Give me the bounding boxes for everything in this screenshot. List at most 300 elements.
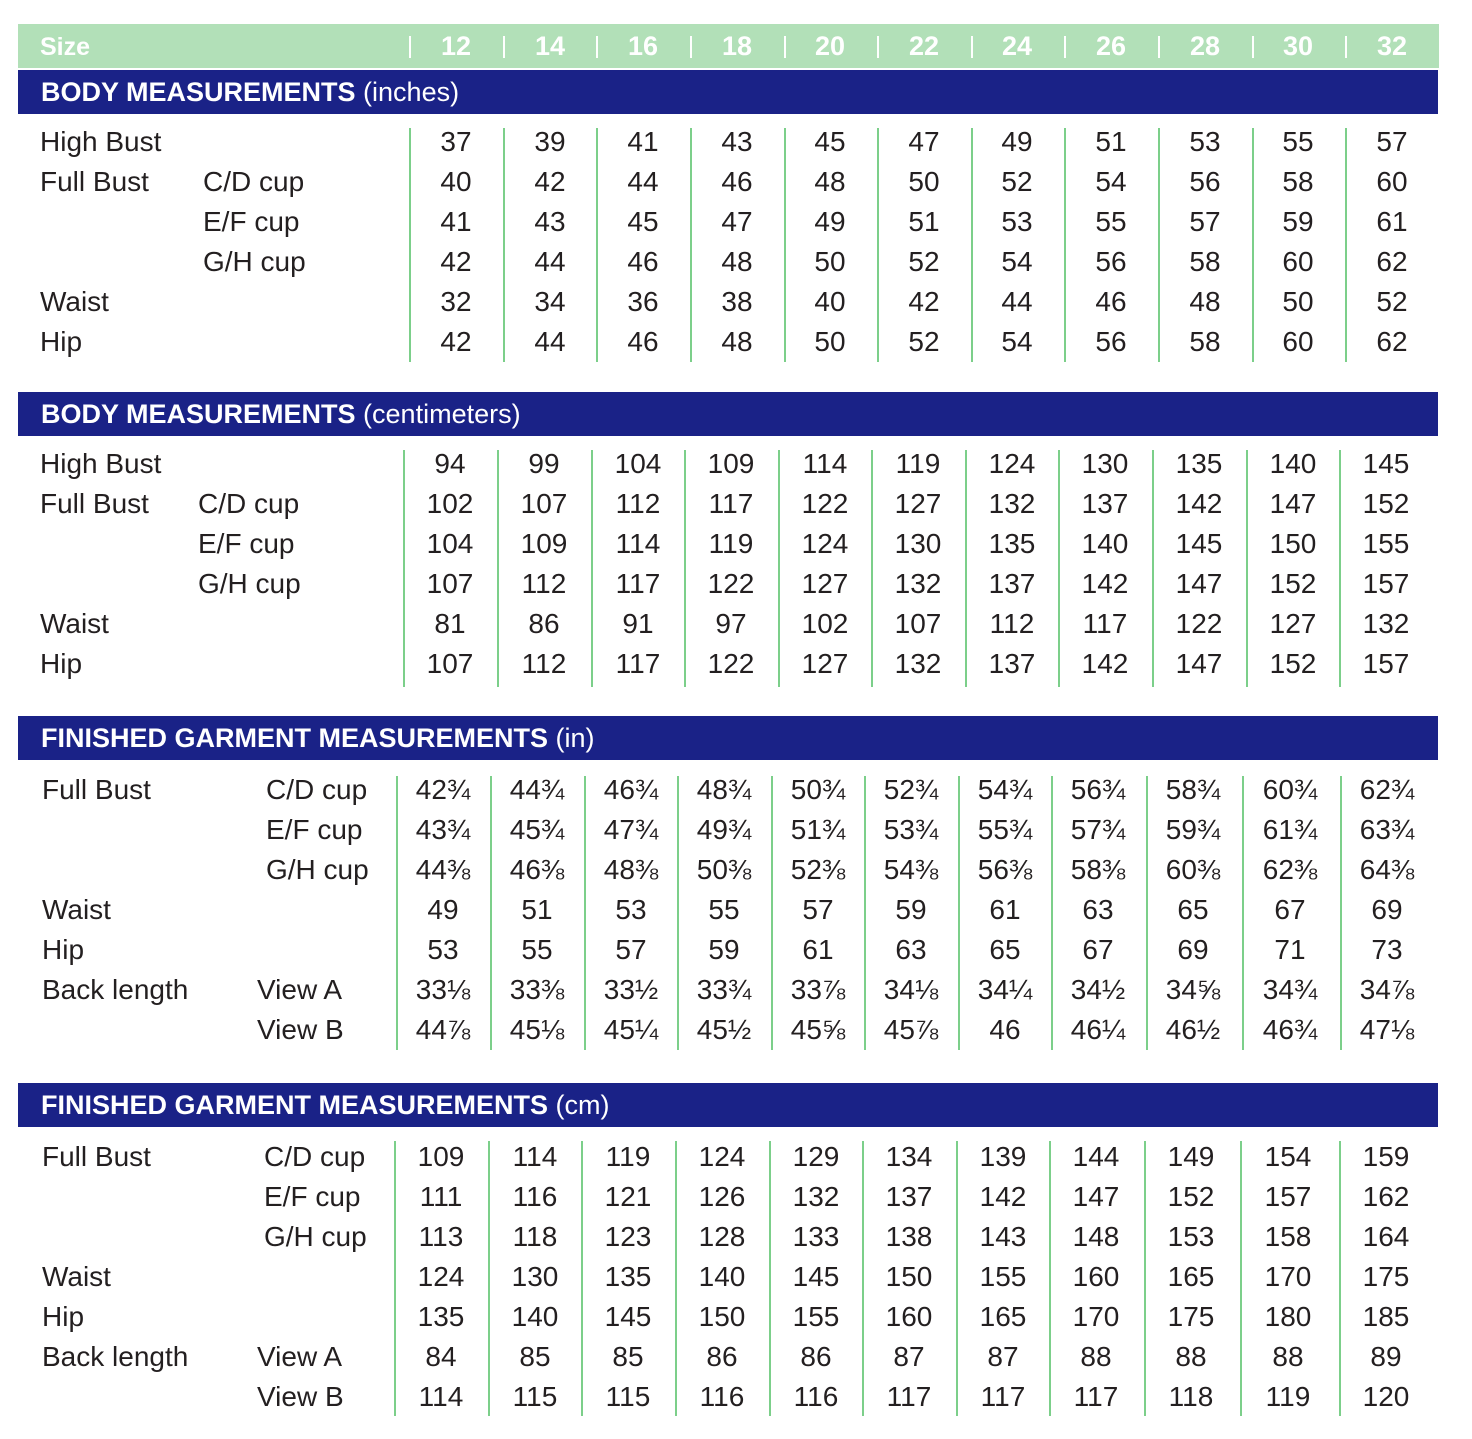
table-cell: 52 xyxy=(908,246,940,277)
table-cell: 158 xyxy=(1264,1221,1312,1252)
table-cell: 109 xyxy=(520,528,568,559)
table-cell: 117 xyxy=(886,1381,932,1412)
row-sublabel: E/F cup xyxy=(264,1181,361,1212)
table-cell: 44 xyxy=(534,326,566,357)
table-cell: 58 xyxy=(1189,326,1221,357)
row-label: Hip xyxy=(42,934,85,965)
size-separator xyxy=(784,36,786,58)
table-cell: 62⅜ xyxy=(1262,854,1318,885)
table-cell: 42 xyxy=(440,326,472,357)
table-cell: 58⅜ xyxy=(1070,854,1126,885)
table-cell: 34¼ xyxy=(977,974,1033,1005)
table-cell: 104 xyxy=(614,448,662,479)
table-cell: 157 xyxy=(1264,1181,1312,1212)
table-cell: 88 xyxy=(1175,1341,1207,1372)
table-cell: 127 xyxy=(801,568,849,599)
table-cell: 63¾ xyxy=(1359,814,1415,845)
table-cell: 137 xyxy=(1081,488,1129,519)
table-cell: 88 xyxy=(1080,1341,1112,1372)
table-cell: 145 xyxy=(604,1301,652,1332)
table-cell: 50¾ xyxy=(790,774,846,805)
table-cell: 67 xyxy=(1274,894,1306,925)
table-cell: 153 xyxy=(1167,1221,1215,1252)
table-cell: 48 xyxy=(721,326,753,357)
table-cell: 117 xyxy=(615,648,661,679)
table-cell: 121 xyxy=(604,1181,652,1212)
row-sublabel: G/H cup xyxy=(264,1221,367,1252)
table-cell: 145 xyxy=(1362,448,1410,479)
table-cell: 155 xyxy=(979,1261,1027,1292)
section-title-bar xyxy=(18,392,1438,436)
table-cell: 129 xyxy=(792,1141,840,1172)
table-cell: 71 xyxy=(1274,934,1306,965)
row-sublabel: View B xyxy=(257,1381,344,1412)
table-cell: 112 xyxy=(521,648,567,679)
row-label: Waist xyxy=(40,286,109,317)
table-cell: 102 xyxy=(426,488,474,519)
table-cell: 61 xyxy=(802,934,834,965)
row-label: Back length xyxy=(42,1341,189,1372)
table-cell: 52 xyxy=(1376,286,1408,317)
table-cell: 175 xyxy=(1167,1301,1215,1332)
table-cell: 117 xyxy=(980,1381,1026,1412)
row-label: Hip xyxy=(42,1301,85,1332)
table-cell: 149 xyxy=(1167,1141,1215,1172)
table-cell: 85 xyxy=(612,1341,644,1372)
table-cell: 142 xyxy=(979,1181,1027,1212)
table-cell: 118 xyxy=(512,1221,558,1252)
table-cell: 54¾ xyxy=(977,774,1033,805)
size-column-header: 20 xyxy=(814,31,846,61)
row-label: Hip xyxy=(40,326,83,357)
size-column-header: 18 xyxy=(721,31,753,61)
table-cell: 46 xyxy=(989,1014,1021,1045)
row-sublabel: View B xyxy=(257,1014,344,1045)
table-cell: 107 xyxy=(426,568,474,599)
table-cell: 46½ xyxy=(1165,1014,1221,1045)
table-cell: 44¾ xyxy=(509,774,565,805)
table-cell: 45¾ xyxy=(509,814,565,845)
table-cell: 140 xyxy=(1269,448,1317,479)
table-cell: 114 xyxy=(512,1141,558,1172)
table-cell: 120 xyxy=(1362,1381,1410,1412)
table-cell: 135 xyxy=(604,1261,652,1292)
table-cell: 61¾ xyxy=(1262,814,1318,845)
table-cell: 46 xyxy=(1095,286,1127,317)
table-cell: 63 xyxy=(895,934,927,965)
section-title-bar xyxy=(18,716,1438,760)
table-cell: 42 xyxy=(908,286,940,317)
table-cell: 61 xyxy=(989,894,1021,925)
size-separator xyxy=(1345,36,1347,58)
table-cell: 48 xyxy=(1189,286,1221,317)
table-cell: 49¾ xyxy=(696,814,752,845)
table-cell: 51 xyxy=(1095,126,1127,157)
table-cell: 86 xyxy=(528,608,560,639)
table-cell: 111 xyxy=(419,1181,463,1212)
table-cell: 50 xyxy=(1282,286,1314,317)
table-cell: 43 xyxy=(534,206,566,237)
size-header xyxy=(18,24,1439,68)
table-cell: 56 xyxy=(1095,246,1127,277)
table-cell: 144 xyxy=(1072,1141,1120,1172)
table-cell: 84 xyxy=(425,1341,457,1372)
table-cell: 41 xyxy=(627,126,659,157)
table-cell: 63 xyxy=(1082,894,1114,925)
table-cell: 132 xyxy=(894,568,942,599)
table-cell: 135 xyxy=(417,1301,465,1332)
table-cell: 91 xyxy=(622,608,654,639)
table-cell: 34¾ xyxy=(1262,974,1318,1005)
table-cell: 33¾ xyxy=(696,974,752,1005)
table-cell: 52⅜ xyxy=(790,854,846,885)
table-cell: 119 xyxy=(895,448,941,479)
table-cell: 114 xyxy=(802,448,848,479)
table-cell: 155 xyxy=(792,1301,840,1332)
row-label: Waist xyxy=(42,1261,111,1292)
table-cell: 132 xyxy=(792,1181,840,1212)
table-cell: 124 xyxy=(417,1261,465,1292)
table-cell: 94 xyxy=(434,448,466,479)
row-sublabel: C/D cup xyxy=(198,488,300,519)
table-cell: 86 xyxy=(706,1341,738,1372)
table-cell: 114 xyxy=(418,1381,464,1412)
section-title: FINISHED GARMENT MEASUREMENTS xyxy=(41,1090,549,1120)
table-cell: 112 xyxy=(615,488,661,519)
table-cell: 152 xyxy=(1167,1181,1215,1212)
table-cell: 140 xyxy=(511,1301,559,1332)
table-cell: 114 xyxy=(615,528,661,559)
table-cell: 85 xyxy=(519,1341,551,1372)
section-title: BODY MEASUREMENTS xyxy=(41,77,356,107)
table-cell: 51 xyxy=(908,206,940,237)
table-cell: 33⅞ xyxy=(790,974,846,1005)
row-sublabel: View A xyxy=(257,974,343,1005)
table-cell: 43¾ xyxy=(415,814,471,845)
table-cell: 55 xyxy=(708,894,740,925)
table-cell: 127 xyxy=(1269,608,1317,639)
table-cell: 62 xyxy=(1376,326,1408,357)
table-cell: 116 xyxy=(793,1381,839,1412)
table-cell: 34⅝ xyxy=(1165,974,1221,1005)
table-cell: 150 xyxy=(698,1301,746,1332)
table-cell: 135 xyxy=(1175,448,1223,479)
table-cell: 88 xyxy=(1272,1341,1304,1372)
table-cell: 43 xyxy=(721,126,753,157)
size-column-header: 16 xyxy=(627,31,659,61)
table-cell: 164 xyxy=(1362,1221,1410,1252)
table-cell: 165 xyxy=(1167,1261,1215,1292)
section-unit: (inches) xyxy=(355,77,460,107)
table-cell: 50⅜ xyxy=(696,854,752,885)
table-cell: 50 xyxy=(908,166,940,197)
table-cell: 160 xyxy=(885,1301,933,1332)
table-cell: 34⅛ xyxy=(883,974,939,1005)
size-separator xyxy=(1064,36,1066,58)
row-label: Full Bust xyxy=(42,774,151,805)
table-cell: 130 xyxy=(511,1261,559,1292)
section-title-bar xyxy=(18,70,1438,114)
table-cell: 109 xyxy=(707,448,755,479)
table-cell: 142 xyxy=(1175,488,1223,519)
table-cell: 42¾ xyxy=(415,774,471,805)
table-cell: 140 xyxy=(1081,528,1129,559)
table-cell: 155 xyxy=(1362,528,1410,559)
table-cell: 56 xyxy=(1095,326,1127,357)
table-cell: 165 xyxy=(979,1301,1027,1332)
table-cell: 41 xyxy=(440,206,472,237)
section-title-bar xyxy=(18,1083,1438,1127)
size-separator xyxy=(503,36,505,58)
table-cell: 116 xyxy=(699,1381,745,1412)
row-label: Waist xyxy=(40,608,109,639)
table-cell: 115 xyxy=(512,1381,558,1412)
table-cell: 138 xyxy=(885,1221,933,1252)
table-cell: 67 xyxy=(1082,934,1114,965)
table-cell: 89 xyxy=(1370,1341,1402,1372)
table-cell: 48 xyxy=(721,246,753,277)
table-cell: 55¾ xyxy=(977,814,1033,845)
table-cell: 185 xyxy=(1362,1301,1410,1332)
row-sublabel: E/F cup xyxy=(203,206,300,237)
table-cell: 55 xyxy=(521,934,553,965)
row-sublabel: View A xyxy=(257,1341,343,1372)
size-separator xyxy=(690,36,692,58)
table-cell: 57 xyxy=(1189,206,1221,237)
table-cell: 157 xyxy=(1362,568,1410,599)
table-cell: 140 xyxy=(698,1261,746,1292)
size-separator xyxy=(877,36,879,58)
size-separator xyxy=(971,36,973,58)
table-cell: 48⅜ xyxy=(603,854,659,885)
size-separator xyxy=(1252,36,1254,58)
table-cell: 118 xyxy=(1168,1381,1214,1412)
table-cell: 60⅜ xyxy=(1165,854,1221,885)
table-cell: 55 xyxy=(1282,126,1314,157)
table-cell: 46 xyxy=(627,326,659,357)
table-cell: 44⅜ xyxy=(415,854,471,885)
table-cell: 54⅜ xyxy=(883,854,939,885)
table-cell: 134 xyxy=(885,1141,933,1172)
table-cell: 180 xyxy=(1264,1301,1312,1332)
table-cell: 132 xyxy=(894,648,942,679)
table-cell: 117 xyxy=(1082,608,1128,639)
table-cell: 160 xyxy=(1072,1261,1120,1292)
table-cell: 117 xyxy=(1073,1381,1119,1412)
table-cell: 119 xyxy=(1265,1381,1311,1412)
row-sublabel: C/D cup xyxy=(266,774,368,805)
table-cell: 33⅛ xyxy=(415,974,471,1005)
table-cell: 53¾ xyxy=(883,814,939,845)
table-cell: 48¾ xyxy=(696,774,752,805)
table-cell: 33½ xyxy=(603,974,659,1005)
table-cell: 58 xyxy=(1189,246,1221,277)
size-column-header: 26 xyxy=(1095,31,1127,61)
table-cell: 112 xyxy=(989,608,1035,639)
section-unit: (centimeters) xyxy=(355,399,521,429)
table-cell: 60¾ xyxy=(1262,774,1318,805)
table-cell: 127 xyxy=(894,488,942,519)
row-label: Full Bust xyxy=(40,488,149,519)
table-cell: 47¾ xyxy=(603,814,659,845)
row-sublabel: E/F cup xyxy=(198,528,295,559)
table-cell: 60 xyxy=(1282,326,1314,357)
table-cell: 137 xyxy=(988,568,1036,599)
size-separator xyxy=(1158,36,1160,58)
table-cell: 60 xyxy=(1376,166,1408,197)
row-sublabel: G/H cup xyxy=(198,568,301,599)
size-column-header: 12 xyxy=(440,31,472,61)
size-separator xyxy=(409,36,411,58)
table-cell: 64⅜ xyxy=(1359,854,1415,885)
table-cell: 51¾ xyxy=(790,814,846,845)
section-unit: (in) xyxy=(548,723,595,753)
table-cell: 56¾ xyxy=(1070,774,1126,805)
table-cell: 45⅝ xyxy=(790,1014,846,1045)
table-cell: 40 xyxy=(814,286,846,317)
table-cell: 133 xyxy=(792,1221,840,1252)
table-cell: 107 xyxy=(426,648,474,679)
table-cell: 58¾ xyxy=(1165,774,1221,805)
section-title: BODY MEASUREMENTS xyxy=(41,399,356,429)
table-cell: 62¾ xyxy=(1359,774,1415,805)
table-cell: 46⅜ xyxy=(509,854,565,885)
row-label: Waist xyxy=(42,894,111,925)
row-sublabel: E/F cup xyxy=(266,814,363,845)
table-cell: 46¾ xyxy=(1262,1014,1318,1045)
table-cell: 56⅜ xyxy=(977,854,1033,885)
table-cell: 147 xyxy=(1175,568,1223,599)
table-cell: 46 xyxy=(627,246,659,277)
table-cell: 162 xyxy=(1362,1181,1410,1212)
table-cell: 69 xyxy=(1371,894,1403,925)
table-cell: 50 xyxy=(814,246,846,277)
table-cell: 159 xyxy=(1362,1141,1410,1172)
column-divider xyxy=(1242,776,1244,1050)
table-cell: 57 xyxy=(615,934,647,965)
table-cell: 86 xyxy=(800,1341,832,1372)
table-cell: 81 xyxy=(434,608,466,639)
table-cell: 45¼ xyxy=(603,1014,659,1045)
table-cell: 44 xyxy=(627,166,659,197)
table-cell: 49 xyxy=(1001,126,1033,157)
size-column-header: 24 xyxy=(1001,31,1033,61)
table-cell: 107 xyxy=(894,608,942,639)
table-cell: 119 xyxy=(708,528,754,559)
table-cell: 53 xyxy=(1189,126,1221,157)
table-cell: 45½ xyxy=(696,1014,752,1045)
table-cell: 137 xyxy=(885,1181,933,1212)
table-cell: 51 xyxy=(521,894,553,925)
table-cell: 175 xyxy=(1362,1261,1410,1292)
table-cell: 145 xyxy=(1175,528,1223,559)
table-cell: 47⅛ xyxy=(1359,1014,1415,1045)
table-cell: 57 xyxy=(802,894,834,925)
size-label: Size xyxy=(40,33,91,61)
table-cell: 44 xyxy=(534,246,566,277)
table-cell: 130 xyxy=(894,528,942,559)
table-cell: 45 xyxy=(814,126,846,157)
table-cell: 54 xyxy=(1095,166,1127,197)
size-column-header: 28 xyxy=(1189,31,1221,61)
table-cell: 45⅛ xyxy=(509,1014,565,1045)
table-cell: 58 xyxy=(1282,166,1314,197)
table-cell: 132 xyxy=(988,488,1036,519)
row-label: Full Bust xyxy=(40,166,149,197)
table-cell: 49 xyxy=(427,894,459,925)
table-cell: 115 xyxy=(605,1381,651,1412)
column-divider xyxy=(1240,1141,1242,1416)
table-cell: 97 xyxy=(715,608,747,639)
table-cell: 152 xyxy=(1362,488,1410,519)
table-cell: 87 xyxy=(893,1341,925,1372)
table-cell: 65 xyxy=(989,934,1021,965)
table-cell: 139 xyxy=(979,1141,1027,1172)
table-cell: 117 xyxy=(615,568,661,599)
table-cell: 152 xyxy=(1269,648,1317,679)
table-cell: 128 xyxy=(698,1221,746,1252)
table-cell: 39 xyxy=(534,126,566,157)
table-cell: 170 xyxy=(1072,1301,1120,1332)
table-cell: 152 xyxy=(1269,568,1317,599)
table-cell: 34½ xyxy=(1070,974,1126,1005)
size-column-header: 30 xyxy=(1282,31,1314,61)
table-cell: 107 xyxy=(520,488,568,519)
table-cell: 122 xyxy=(707,568,755,599)
table-cell: 148 xyxy=(1072,1221,1120,1252)
table-cell: 104 xyxy=(426,528,474,559)
row-sublabel: G/H cup xyxy=(203,246,306,277)
table-cell: 54 xyxy=(1001,326,1033,357)
table-cell: 142 xyxy=(1081,568,1129,599)
table-cell: 147 xyxy=(1269,488,1317,519)
table-cell: 119 xyxy=(605,1141,651,1172)
table-cell: 52¾ xyxy=(883,774,939,805)
table-cell: 54 xyxy=(1001,246,1033,277)
table-cell: 124 xyxy=(801,528,849,559)
table-cell: 147 xyxy=(1175,648,1223,679)
table-cell: 34 xyxy=(534,286,566,317)
size-column-header: 14 xyxy=(534,31,566,61)
table-cell: 50 xyxy=(814,326,846,357)
table-cell: 99 xyxy=(528,448,560,479)
row-label: High Bust xyxy=(40,126,162,157)
table-cell: 48 xyxy=(814,166,846,197)
table-cell: 65 xyxy=(1177,894,1209,925)
table-cell: 130 xyxy=(1081,448,1129,479)
table-cell: 116 xyxy=(512,1181,558,1212)
table-cell: 135 xyxy=(988,528,1036,559)
table-cell: 142 xyxy=(1081,648,1129,679)
table-cell: 124 xyxy=(698,1141,746,1172)
table-cell: 157 xyxy=(1362,648,1410,679)
section-title: FINISHED GARMENT MEASUREMENTS xyxy=(41,723,549,753)
table-cell: 32 xyxy=(440,286,472,317)
table-cell: 57 xyxy=(1376,126,1408,157)
size-separator xyxy=(596,36,598,58)
table-cell: 42 xyxy=(534,166,566,197)
table-cell: 45⅞ xyxy=(883,1014,939,1045)
table-cell: 40 xyxy=(440,166,472,197)
row-label: Full Bust xyxy=(42,1141,151,1172)
row-sublabel: G/H cup xyxy=(266,854,369,885)
table-cell: 124 xyxy=(988,448,1036,479)
section-unit: (cm) xyxy=(548,1090,610,1120)
table-cell: 147 xyxy=(1072,1181,1120,1212)
row-sublabel: C/D cup xyxy=(203,166,305,197)
table-cell: 112 xyxy=(521,568,567,599)
table-cell: 47 xyxy=(721,206,753,237)
